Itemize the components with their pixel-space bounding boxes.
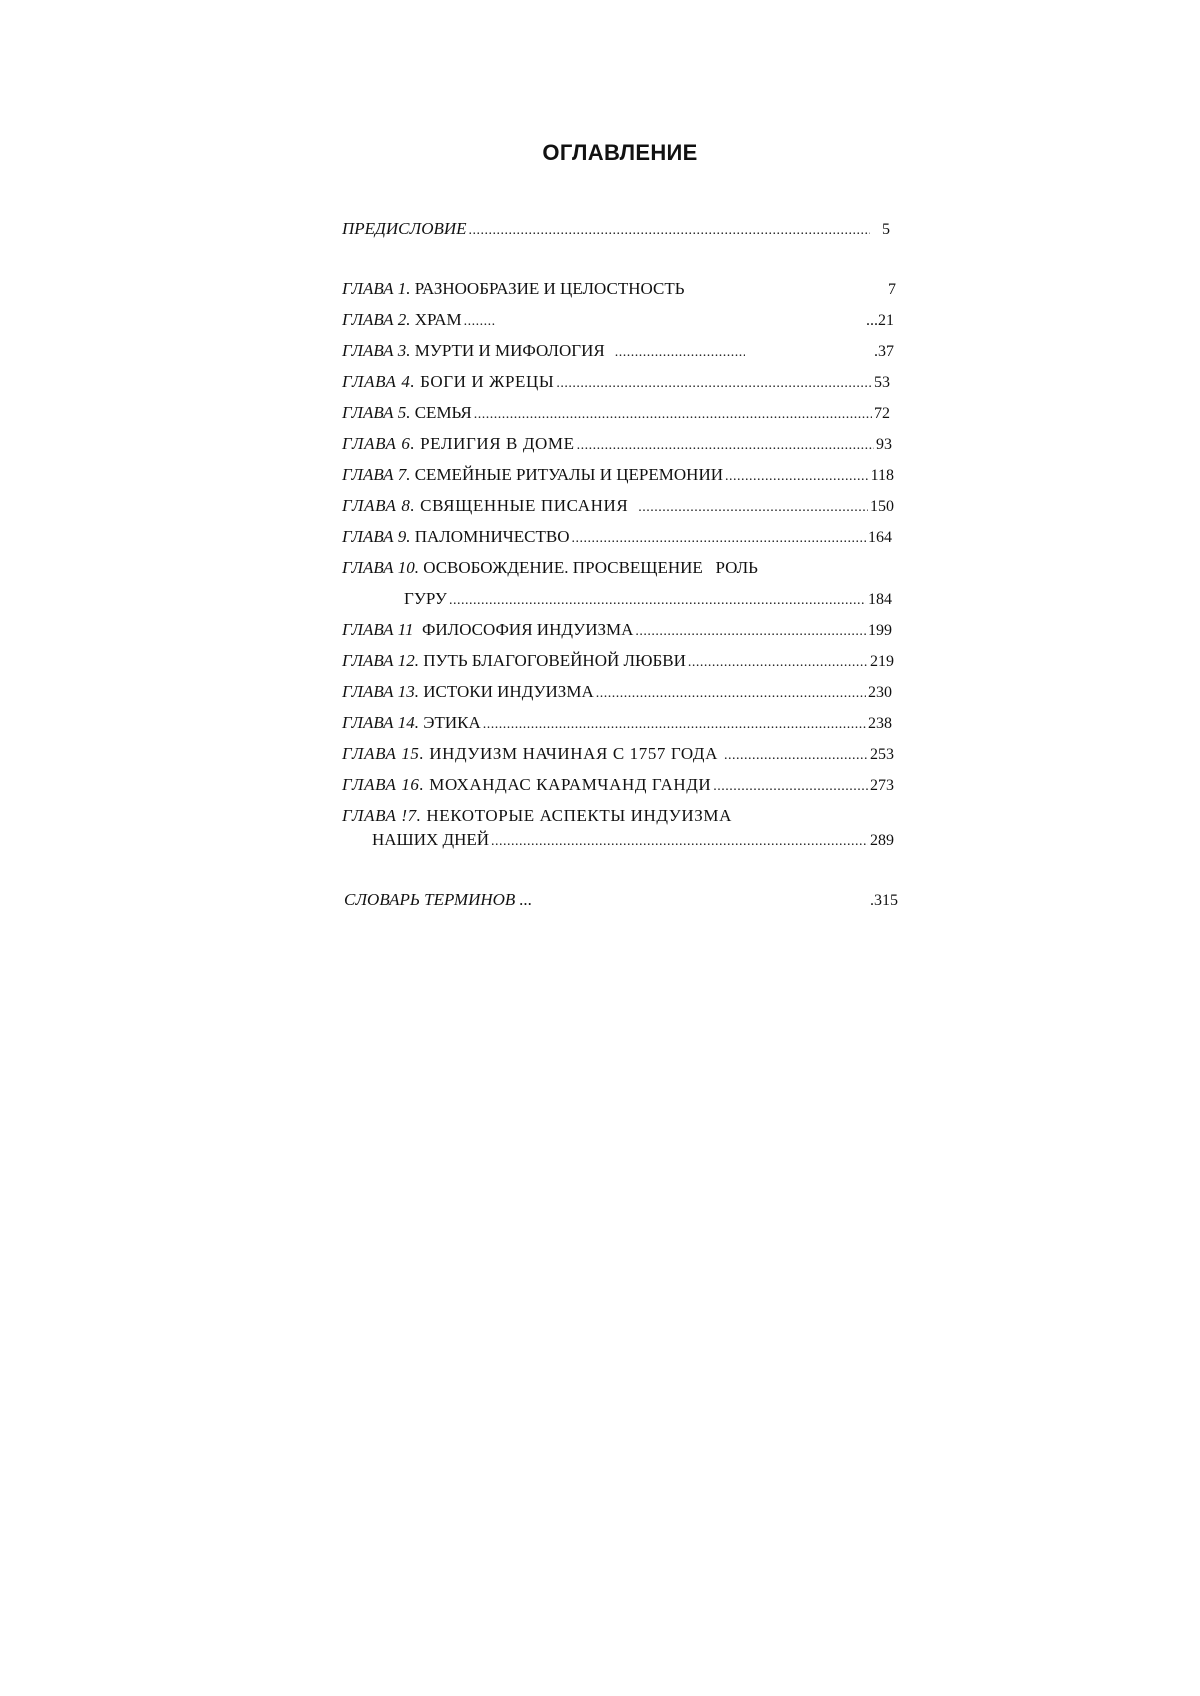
dot-leader [474, 404, 872, 426]
toc-entry-label: ГЛАВА 12. ПУТЬ БЛАГОГОВЕЙНОЙ ЛЮБВИ [342, 651, 686, 670]
toc-entry-chapter-1[interactable] [342, 278, 896, 300]
dot-leader [724, 745, 868, 767]
toc-entry-label-continued: ГУРУ [404, 589, 447, 608]
toc-entry-label: ГЛАВА 2. ХРАМ [342, 310, 462, 329]
toc-entry-page: 118 [870, 467, 894, 484]
toc-entry-chapter-10[interactable] [342, 557, 902, 610]
toc-entry-chapter-17[interactable] [342, 805, 902, 851]
toc-entry-chapter-16[interactable] [342, 774, 894, 796]
toc-entry-page: 5 [882, 221, 890, 238]
dot-leader [615, 342, 745, 364]
toc-entry-label: ПРЕДИСЛОВИЕ [342, 219, 467, 238]
toc-entry-chapter-5[interactable] [342, 402, 890, 424]
dot-leader [635, 621, 866, 643]
toc-entry-label: ГЛАВА 9. ПАЛОМНИЧЕСТВО [342, 527, 570, 546]
toc-entry-page: .37 [874, 343, 894, 360]
toc-entry-page: 238 [868, 715, 892, 732]
toc-entry-chapter-4[interactable] [342, 371, 890, 393]
dot-leader [449, 590, 866, 612]
toc-entry-chapter-6[interactable] [342, 433, 892, 455]
toc-entry-page: 150 [870, 498, 894, 515]
toc-entry-label: ГЛАВА 14. ЭТИКА [342, 713, 481, 732]
toc-entry-label: ГЛАВА 15. ИНДУИЗМ НАЧИНАЯ С 1757 ГОДА [342, 744, 718, 763]
toc-entry-page: .315 [870, 892, 898, 909]
toc-entry-label: ГЛАВА 3. МУРТИ И МИФОЛОГИЯ [342, 341, 605, 360]
toc-entry-label: ГЛАВА 13. ИСТОКИ ИНДУИЗМА [342, 682, 594, 701]
toc-entry-chapter-15[interactable] [342, 743, 894, 765]
dot-leader [713, 776, 868, 798]
toc-entry-page: 184 [868, 591, 892, 608]
toc-entry-label: ГЛАВА 4. БОГИ И ЖРЕЦЫ [342, 372, 555, 391]
toc-entry-label: ГЛАВА 1. РАЗНООБРАЗИЕ И ЦЕЛОСТНОСТЬ [342, 279, 685, 298]
toc-entry-chapter-8[interactable] [342, 495, 894, 517]
dot-leader [469, 220, 870, 242]
toc-entry-label: ГЛАВА 5. СЕМЬЯ [342, 403, 472, 422]
toc-entry-chapter-14[interactable] [342, 712, 892, 734]
toc-entry-label: ГЛАВА 6. РЕЛИГИЯ В ДОМЕ [342, 434, 575, 453]
toc-entry-page: 53 [874, 374, 890, 391]
toc-entry-chapter-7[interactable] [342, 464, 894, 486]
toc-entry-label: ГЛАВА !7. НЕКОТОРЫЕ АСПЕКТЫ ИНДУИЗМА [342, 806, 733, 825]
dot-leader [596, 683, 866, 705]
toc-entry-page: 230 [868, 684, 892, 701]
toc-entry-chapter-3[interactable] [342, 340, 894, 362]
toc-entry-page: 253 [870, 746, 894, 763]
toc-entry-glossary[interactable] [342, 889, 898, 911]
dot-leader [688, 652, 868, 674]
toc-entry-page: 219 [870, 653, 894, 670]
toc-entry-page: 164 [868, 529, 892, 546]
toc-entry-chapter-13[interactable] [342, 681, 892, 703]
toc-entry-chapter-2[interactable] [342, 309, 894, 331]
toc-entry-label: ГЛАВА 16. МОХАНДАС КАРАМЧАНД ГАНДИ [342, 775, 712, 794]
dot-leader [725, 466, 869, 488]
toc-entry-label: ГЛАВА 8. СВЯЩЕННЫЕ ПИСАНИЯ [342, 496, 629, 515]
dot-leader [577, 435, 874, 457]
dot-leader [638, 497, 868, 519]
toc-entry-label: ГЛАВА 10. ОСВОБОЖДЕНИЕ. ПРОСВЕЩЕНИЕ РОЛЬ [342, 558, 758, 577]
dot-leader [464, 311, 496, 333]
toc-entry-page: 199 [868, 622, 892, 639]
dot-leader [572, 528, 866, 550]
toc-entry-chapter-9[interactable] [342, 526, 892, 548]
toc-entry-page: 289 [870, 832, 894, 849]
toc-entry-chapter-11[interactable] [342, 619, 892, 641]
toc-entry-page: 93 [876, 436, 892, 453]
toc-entry-page: 72 [874, 405, 890, 422]
toc-entry-label: СЛОВАРЬ ТЕРМИНОВ ... [344, 890, 533, 909]
dot-leader [491, 831, 868, 853]
toc-entry-label: ГЛАВА 11 ФИЛОСОФИЯ ИНДУИЗМА [342, 620, 634, 639]
dot-leader [556, 373, 872, 395]
toc-entry-page: 273 [870, 777, 894, 794]
table-of-contents [342, 218, 902, 911]
dot-leader [483, 714, 866, 736]
toc-entry-page: ...21 [866, 312, 894, 329]
toc-entry-page: 7 [888, 281, 896, 298]
toc-entry-preface[interactable] [342, 218, 890, 240]
toc-entry-label: ГЛАВА 7. СЕМЕЙНЫЕ РИТУАЛЫ И ЦЕРЕМОНИИ [342, 465, 723, 484]
toc-entry-label-continued: НАШИХ ДНЕЙ [372, 830, 490, 849]
toc-entry-chapter-12[interactable] [342, 650, 894, 672]
page-title: ОГЛАВЛЕНИЕ [542, 140, 698, 165]
